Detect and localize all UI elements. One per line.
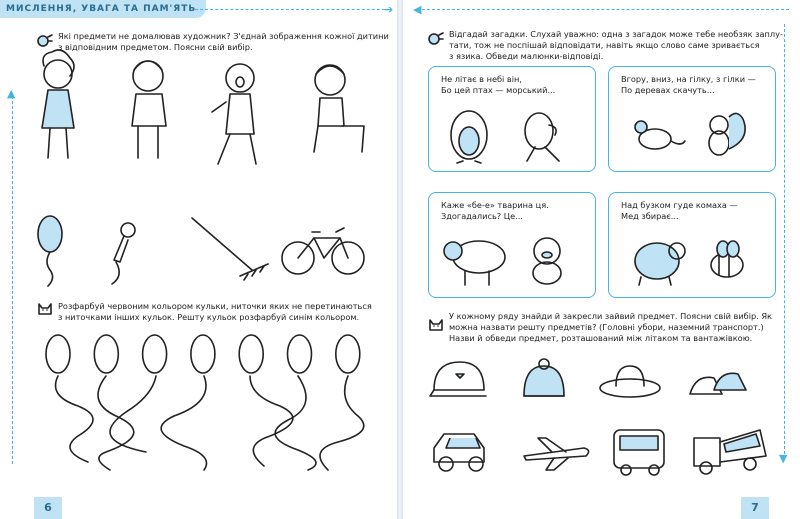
children-row bbox=[30, 52, 370, 170]
arrow-down-icon: ▼ bbox=[779, 452, 788, 465]
riddle-text bbox=[621, 74, 756, 96]
side-dashed-line bbox=[784, 24, 785, 454]
car-icon bbox=[434, 434, 484, 471]
arrow-right-icon: ➔ bbox=[384, 3, 394, 16]
girl-icon bbox=[42, 50, 74, 158]
balloon-4 bbox=[191, 335, 215, 373]
truck-icon bbox=[694, 430, 766, 474]
riddle-text bbox=[441, 200, 549, 222]
task-1-text bbox=[58, 31, 389, 53]
page-number: 7 bbox=[741, 497, 769, 519]
task-4-text bbox=[449, 311, 772, 344]
riddle-line: Вгору, вниз, на гілку, з гілки — bbox=[621, 74, 756, 84]
turtle-icon bbox=[635, 243, 685, 285]
bus-icon bbox=[614, 430, 664, 475]
arrow-up-icon: ▲ bbox=[7, 87, 16, 100]
task-3-line-2: тати, тож не поспішай відповідати, навіть якщо слово саме зривається bbox=[449, 40, 760, 50]
task-2-text bbox=[58, 301, 372, 323]
riddle-pictures bbox=[439, 101, 589, 165]
child-task-icon bbox=[37, 34, 53, 48]
riddle-pictures bbox=[439, 227, 589, 291]
task-3-line-1: Відгадай загадки. Слухай уважно: одна з загадок може тебе необзяк заплу- bbox=[449, 29, 783, 39]
task-2-line-1: Розфарбуй червоним кольором кульки, ниточки яких не перетинаються bbox=[58, 301, 372, 311]
task-4-line-2: можна назвати решту предметів? (Головні убори, наземний транспорт.) bbox=[449, 322, 764, 332]
riddle-pictures bbox=[619, 101, 769, 165]
riddle-line: Бо цей птах — морський... bbox=[441, 85, 556, 95]
balloon-7 bbox=[336, 335, 360, 373]
task-3-text bbox=[449, 29, 783, 62]
riddle-line: По деревах скачуть... bbox=[621, 85, 715, 95]
task-4-line-3: Назви й обведи предмет, розташований між літаком та вантажівкою. bbox=[449, 333, 753, 343]
bee-icon bbox=[711, 241, 743, 277]
riddle-card-sheep bbox=[428, 192, 596, 298]
sheep-icon bbox=[444, 241, 505, 285]
boy-icon bbox=[132, 61, 166, 158]
riddle-text bbox=[441, 74, 555, 96]
sitting-boy-icon bbox=[314, 65, 364, 152]
task-4-line-1: У кожному ряду знайди й закресли зайвий предмет. Поясни свій вибір. Як bbox=[449, 311, 773, 321]
riddle-line: Здогадались? Це... bbox=[441, 211, 523, 221]
riddle-pictures bbox=[619, 227, 769, 291]
riddle-line: Мед збирає... bbox=[621, 211, 679, 221]
singer-icon bbox=[212, 64, 256, 164]
task-3-line-3: з язика. Обведи малюнки-відповіді. bbox=[449, 51, 604, 61]
objects-row bbox=[30, 210, 370, 285]
microphone-icon bbox=[112, 223, 135, 284]
riddle-line: Каже «бе-е» тварина ця. bbox=[441, 200, 549, 210]
balloon-icon bbox=[38, 216, 62, 286]
slippers-icon bbox=[690, 373, 746, 394]
rake-icon bbox=[192, 218, 268, 280]
page-header: МИСЛЕННЯ, УВАГА ТА ПАМ'ЯТЬ bbox=[0, 0, 206, 18]
arrow-left-icon: ◀ bbox=[413, 3, 422, 16]
sun-hat-icon bbox=[600, 366, 660, 397]
riddle-line: Над бузком гуде комаха — bbox=[621, 200, 738, 210]
balloon-3 bbox=[143, 335, 167, 373]
balloon-6 bbox=[288, 335, 312, 373]
riddle-line: Не літає в небі він, bbox=[441, 74, 522, 84]
parrot-icon bbox=[525, 113, 559, 161]
cat-task-icon bbox=[428, 318, 444, 332]
riddle-card-squirrel bbox=[608, 66, 776, 172]
knit-hat-icon bbox=[524, 359, 564, 396]
side-dashed-line bbox=[12, 96, 13, 464]
page-number: 6 bbox=[34, 497, 62, 519]
bicycle-icon bbox=[282, 228, 364, 274]
riddle-card-bee bbox=[608, 192, 776, 298]
balloons-tangle bbox=[36, 336, 376, 476]
balloon-5 bbox=[239, 335, 263, 373]
pig-icon bbox=[533, 238, 561, 284]
top-dashed-line bbox=[417, 9, 789, 10]
airplane-icon bbox=[524, 438, 589, 470]
right-page bbox=[403, 0, 800, 519]
top-dashed-line bbox=[195, 9, 385, 10]
task-1-line-1: Які предмети не домалював художник? З'єднай зображення кожної дитини bbox=[58, 31, 389, 41]
cat-task-icon bbox=[37, 302, 53, 316]
balloon-2 bbox=[94, 335, 118, 373]
task-2-line-2: з ниточками інших кульок. Решту кульок розфарбуй синім кольором. bbox=[58, 312, 360, 322]
child-task-icon bbox=[428, 32, 444, 46]
task-1-line-2: з відповідним предметом. Поясни свій вибір. bbox=[58, 42, 253, 52]
cap-icon bbox=[430, 362, 486, 396]
balloon-1 bbox=[46, 335, 70, 373]
mouse-icon bbox=[635, 121, 685, 149]
left-page bbox=[0, 0, 397, 519]
squirrel-icon bbox=[709, 113, 745, 155]
penguin-icon bbox=[451, 111, 487, 163]
riddle-card-seagull bbox=[428, 66, 596, 172]
riddle-text bbox=[621, 200, 738, 222]
headwear-row bbox=[428, 356, 768, 406]
transport-row bbox=[428, 424, 768, 480]
